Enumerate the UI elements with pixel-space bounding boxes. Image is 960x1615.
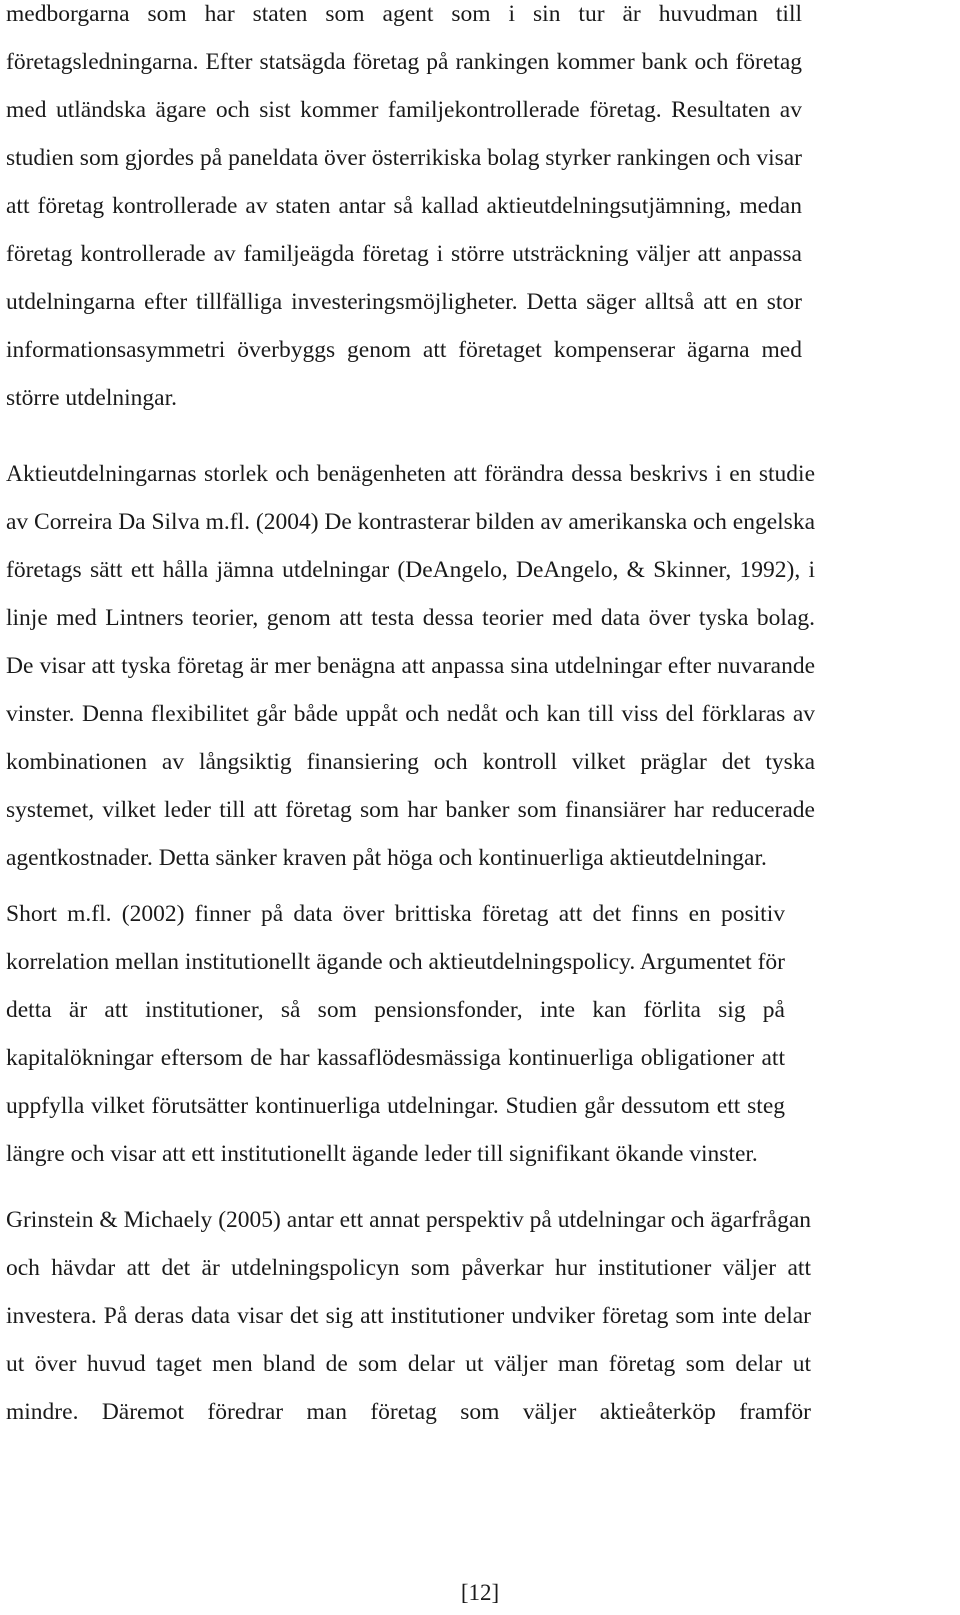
text-line: längre och visar att ett institutionellt ägande leder till signifikant ökande vinster. bbox=[6, 1141, 758, 1167]
text-line: större utdelningar. bbox=[6, 385, 177, 411]
text-line: Grinstein & Michaely (2005) antar ett annat perspektiv på utdelningar och ägarfrågan bbox=[6, 1207, 811, 1233]
text-line: med utländska ägare och sist kommer familjekontrollerade företag. Resultaten av bbox=[6, 97, 802, 123]
text-line: av Correira Da Silva m.fl. (2004) De kontrasterar bilden av amerikanska och engelska bbox=[6, 509, 815, 535]
text-line: ut över huvud taget men bland de som delar ut väljer man företag som delar ut bbox=[6, 1351, 811, 1377]
text-line: studien som gjordes på paneldata över österrikiska bolag styrker rankingen och visar bbox=[6, 145, 802, 171]
text-line: mindre. Däremot föredrar man företag som väljer aktieåterköp framför bbox=[6, 1399, 811, 1425]
text-line: kapitalökningar eftersom de har kassaflödesmässiga kontinuerliga obligationer att bbox=[6, 1045, 785, 1071]
text-line: företagsledningarna. Efter statsägda företag på rankingen kommer bank och företag bbox=[6, 49, 802, 75]
text-line: och hävdar att det är utdelningspolicyn som påverkar hur institutioner väljer att bbox=[6, 1255, 811, 1281]
text-line: detta är att institutioner, så som pensionsfonder, inte kan förlita sig på bbox=[6, 997, 785, 1023]
text-line: De visar att tyska företag är mer benägna att anpassa sina utdelningar efter nuvarande bbox=[6, 653, 815, 679]
text-line: utdelningarna efter tillfälliga investeringsmöjligheter. Detta säger alltså att en stor bbox=[6, 289, 802, 315]
paragraph-2 bbox=[6, 450, 815, 882]
paragraph-1 bbox=[6, 0, 802, 422]
page-number: [12] bbox=[460, 1580, 500, 1605]
text-line: vinster. Denna flexibilitet går både uppåt och nedåt och kan till viss del förklaras av bbox=[6, 701, 815, 727]
paragraph-3 bbox=[6, 890, 785, 1178]
text-line: Aktieutdelningarnas storlek och benägenheten att förändra dessa beskrivs i en studie bbox=[6, 461, 815, 487]
text-line: systemet, vilket leder till att företag som har banker som finansiärer har reducerade bbox=[6, 797, 815, 823]
text-line: kombinationen av långsiktig finansiering och kontroll vilket präglar det tyska bbox=[6, 749, 815, 775]
text-line: korrelation mellan institutionellt ägande och aktieutdelningspolicy. Argumentet för bbox=[6, 949, 785, 975]
text-line: att företag kontrollerade av staten antar så kallad aktieutdelningsutjämning, medan bbox=[6, 193, 802, 219]
text-line: linje med Lintners teorier, genom att testa dessa teorier med data över tyska bolag. bbox=[6, 605, 815, 631]
text-line: företag kontrollerade av familjeägda företag i större utsträckning väljer att anpassa bbox=[6, 241, 802, 267]
text-line: företags sätt ett hålla jämna utdelningar (DeAngelo, DeAngelo, & Skinner, 1992), i bbox=[6, 557, 815, 583]
text-line: uppfylla vilket förutsätter kontinuerliga utdelningar. Studien går dessutom ett steg bbox=[6, 1093, 785, 1119]
paragraph-4 bbox=[6, 1196, 811, 1436]
text-line: agentkostnader. Detta sänker kraven påt höga och kontinuerliga aktieutdelningar. bbox=[6, 845, 767, 871]
text-line: Short m.fl. (2002) finner på data över brittiska företag att det finns en positiv bbox=[6, 901, 785, 927]
text-line: medborgarna som har staten som agent som i sin tur är huvudman till bbox=[6, 1, 802, 27]
text-line: informationsasymmetri överbyggs genom att företaget kompenserar ägarna med bbox=[6, 337, 802, 363]
text-line: investera. På deras data visar det sig att institutioner undviker företag som inte delar bbox=[6, 1303, 811, 1329]
